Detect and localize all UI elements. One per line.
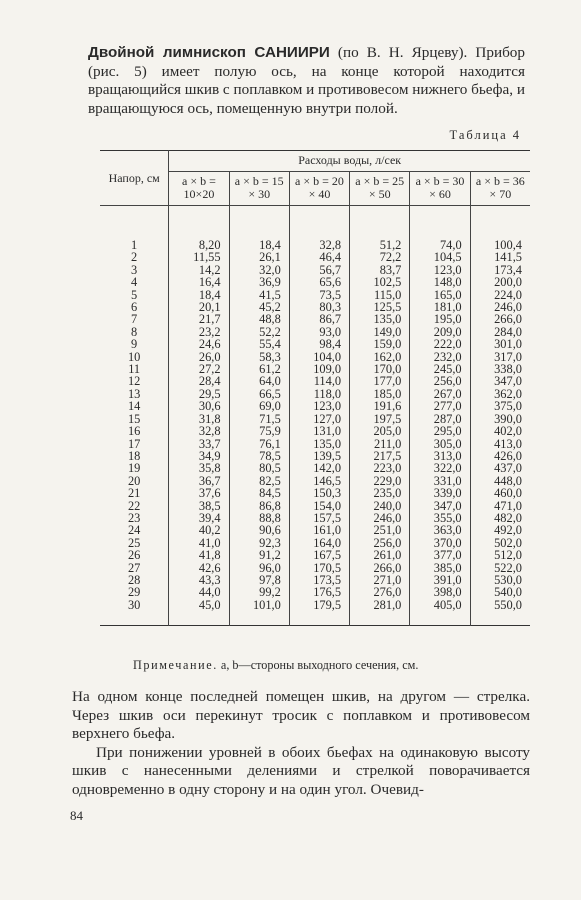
table-row xyxy=(100,425,530,437)
table-row xyxy=(100,549,530,561)
flow-cell: 41,8 xyxy=(169,549,229,561)
flow-cell: 55,4 xyxy=(229,338,289,350)
flow-cell: 217,5 xyxy=(350,450,410,462)
flow-cell: 26,1 xyxy=(229,251,289,263)
table-row xyxy=(100,251,530,263)
flow-cell: 34,9 xyxy=(169,450,229,462)
flow-cell: 65,6 xyxy=(289,276,349,288)
flow-cell: 229,0 xyxy=(350,475,410,487)
flow-cell: 266,0 xyxy=(494,312,522,327)
table-row xyxy=(100,301,530,313)
flow-cell: 170,0 xyxy=(350,363,410,375)
flow-cell: 36,9 xyxy=(229,276,289,288)
flow-cell: 33,7 xyxy=(169,438,229,450)
flow-cell: 370,0 xyxy=(410,537,470,549)
flow-cell: 313,0 xyxy=(410,450,470,462)
flow-cell: 11,55 xyxy=(169,251,229,263)
section-heading: Двойной лимнископ САНИИРИ xyxy=(88,44,330,61)
flow-cell: 142,0 xyxy=(289,462,349,474)
flow-cell: 93,0 xyxy=(289,326,349,338)
flow-cell: 139,5 xyxy=(289,450,349,462)
flow-cell: 240,0 xyxy=(350,500,410,512)
flow-cell: 224,0 xyxy=(494,287,522,302)
napor-cell: 30 xyxy=(100,599,169,626)
flow-cell: 235,0 xyxy=(350,487,410,499)
napor-cell: 21 xyxy=(100,487,169,499)
napor-cell: 28 xyxy=(100,574,169,586)
column-header: a × b = 25 × 50 xyxy=(350,172,410,206)
column-header: a × b = 15 × 30 xyxy=(229,172,289,206)
table-note xyxy=(133,658,418,673)
flow-cell: 261,0 xyxy=(350,549,410,561)
flow-cell: 167,5 xyxy=(289,549,349,561)
flow-cell: 267,0 xyxy=(410,388,470,400)
column-header: a × b = 10×20 xyxy=(169,172,229,206)
napor-cell: 15 xyxy=(100,413,169,425)
flow-cell: 251,0 xyxy=(350,524,410,536)
flow-cell: 58,3 xyxy=(229,351,289,363)
page-number: 84 xyxy=(70,808,83,823)
flow-cell: 222,0 xyxy=(410,338,470,350)
column-header: a × b = 20 × 40 xyxy=(289,172,349,206)
flow-cell: 338,0 xyxy=(494,362,522,377)
flow-cell: 61,2 xyxy=(229,363,289,375)
flow-group-header: Расходы воды, л/сек xyxy=(169,151,530,172)
flow-cell: 246,0 xyxy=(350,512,410,524)
flow-cell: 197,5 xyxy=(350,413,410,425)
flow-cell: 141,5 xyxy=(494,250,522,265)
flow-cell: 492,0 xyxy=(494,523,522,538)
table-row xyxy=(100,586,530,598)
flow-cell: 37,6 xyxy=(169,487,229,499)
flow-cell: 522,0 xyxy=(494,560,522,575)
flow-cell: 98,4 xyxy=(289,338,349,350)
flow-cell: 74,0 xyxy=(410,206,470,252)
napor-cell: 5 xyxy=(100,289,169,301)
flow-cell: 114,0 xyxy=(289,375,349,387)
flow-cell: 173,5 xyxy=(289,574,349,586)
napor-cell: 8 xyxy=(100,326,169,338)
flow-cell: 101,0 xyxy=(229,599,289,626)
flow-cell: 413,0 xyxy=(494,436,522,451)
body-text xyxy=(72,688,530,799)
table-row xyxy=(100,400,530,412)
flow-cell: 69,0 xyxy=(229,400,289,412)
table-row xyxy=(100,276,530,288)
flow-cell: 339,0 xyxy=(410,487,470,499)
table-row xyxy=(100,524,530,536)
flow-cell: 284,0 xyxy=(494,324,522,339)
table-row xyxy=(100,487,530,499)
flow-cell: 355,0 xyxy=(410,512,470,524)
flow-cell: 21,7 xyxy=(169,313,229,325)
flow-cell: 64,0 xyxy=(229,375,289,387)
flow-cell: 150,3 xyxy=(289,487,349,499)
flow-cell: 159,0 xyxy=(350,338,410,350)
flow-cell: 271,0 xyxy=(350,574,410,586)
flow-cell: 362,0 xyxy=(494,386,522,401)
flow-cell: 391,0 xyxy=(410,574,470,586)
napor-cell: 12 xyxy=(100,375,169,387)
flow-cell: 530,0 xyxy=(494,572,522,587)
napor-cell: 13 xyxy=(100,388,169,400)
napor-cell: 6 xyxy=(100,301,169,313)
flow-cell: 287,0 xyxy=(410,413,470,425)
flow-cell: 14,2 xyxy=(169,264,229,276)
napor-cell: 2 xyxy=(100,251,169,263)
flow-cell: 550,0 xyxy=(494,597,522,612)
flow-cell: 24,6 xyxy=(169,338,229,350)
flow-cell: 45,2 xyxy=(229,301,289,313)
flow-cell: 73,5 xyxy=(289,289,349,301)
intro-text: (по В. Н. Ярцеву). Прибор (рис. 5) имеет полую ось, на конце которой находится вращающийся шкив с поплавком и противовесом нижнего бьефа, и вращающуюся ось, помещенную внутри полой. xyxy=(88,44,525,117)
napor-cell: 22 xyxy=(100,500,169,512)
flow-cell: 72,2 xyxy=(350,251,410,263)
flow-cell: 76,1 xyxy=(229,438,289,450)
flow-cell: 185,0 xyxy=(350,388,410,400)
flow-cell: 32,0 xyxy=(229,264,289,276)
flow-cell: 20,1 xyxy=(169,301,229,313)
table-row xyxy=(100,462,530,474)
flow-cell: 86,7 xyxy=(289,313,349,325)
flow-cell: 75,9 xyxy=(229,425,289,437)
flow-cell: 200,0 xyxy=(494,275,522,290)
napor-cell: 11 xyxy=(100,363,169,375)
flow-cell: 135,0 xyxy=(289,438,349,450)
flow-cell: 80,5 xyxy=(229,462,289,474)
flow-cell: 131,0 xyxy=(289,425,349,437)
napor-cell: 16 xyxy=(100,425,169,437)
flow-cell: 426,0 xyxy=(494,448,522,463)
table-row xyxy=(100,313,530,325)
flow-cell: 109,0 xyxy=(289,363,349,375)
table-body xyxy=(100,206,530,626)
flow-cell: 78,5 xyxy=(229,450,289,462)
flow-cell: 28,4 xyxy=(169,375,229,387)
flow-cell: 125,5 xyxy=(350,301,410,313)
column-header: a × b = 30 × 60 xyxy=(410,172,470,206)
flow-cell: 90,6 xyxy=(229,524,289,536)
flow-cell: 161,0 xyxy=(289,524,349,536)
napor-cell: 9 xyxy=(100,338,169,350)
flow-cell: 173,4 xyxy=(494,262,522,277)
flow-cell: 181,0 xyxy=(410,301,470,313)
table-row xyxy=(100,599,530,626)
flow-cell: 99,2 xyxy=(229,586,289,598)
flow-cell: 23,2 xyxy=(169,326,229,338)
flow-cell: 375,0 xyxy=(494,399,522,414)
flow-cell: 402,0 xyxy=(494,424,522,439)
flow-cell: 191,6 xyxy=(350,400,410,412)
napor-cell: 18 xyxy=(100,450,169,462)
napor-cell: 10 xyxy=(100,351,169,363)
note-label: Примечание. xyxy=(133,658,218,672)
napor-cell: 19 xyxy=(100,462,169,474)
flow-cell: 177,0 xyxy=(350,375,410,387)
table-row xyxy=(100,289,530,301)
napor-cell: 24 xyxy=(100,524,169,536)
flow-cell: 162,0 xyxy=(350,351,410,363)
flow-cell: 41,0 xyxy=(169,537,229,549)
flow-cell: 83,7 xyxy=(350,264,410,276)
flow-cell: 115,0 xyxy=(350,289,410,301)
flow-cell: 146,5 xyxy=(289,475,349,487)
flow-cell: 460,0 xyxy=(494,486,522,501)
table-row xyxy=(100,338,530,350)
flow-cell: 71,5 xyxy=(229,413,289,425)
flow-cell: 385,0 xyxy=(410,562,470,574)
flow-cell: 405,0 xyxy=(410,599,470,626)
flow-cell: 256,0 xyxy=(350,537,410,549)
flow-cell: 30,6 xyxy=(169,400,229,412)
flow-cell: 295,0 xyxy=(410,425,470,437)
flow-cell: 148,0 xyxy=(410,276,470,288)
flow-cell: 157,5 xyxy=(289,512,349,524)
flow-cell: 301,0 xyxy=(494,337,522,352)
napor-header: Напор, см xyxy=(100,151,169,206)
flow-cell: 205,0 xyxy=(350,425,410,437)
table-row xyxy=(100,375,530,387)
flow-cell: 232,0 xyxy=(410,351,470,363)
flow-cell: 97,8 xyxy=(229,574,289,586)
flow-cell: 276,0 xyxy=(350,586,410,598)
flow-cell: 437,0 xyxy=(494,461,522,476)
flow-cell: 305,0 xyxy=(410,438,470,450)
flow-cell: 84,5 xyxy=(229,487,289,499)
flow-cell: 179,5 xyxy=(289,599,349,626)
flow-cell: 176,5 xyxy=(289,586,349,598)
flow-cell: 8,20 xyxy=(169,206,229,252)
flow-cell: 195,0 xyxy=(410,313,470,325)
flow-cell: 266,0 xyxy=(350,562,410,574)
napor-cell: 7 xyxy=(100,313,169,325)
napor-cell: 23 xyxy=(100,512,169,524)
napor-cell: 26 xyxy=(100,549,169,561)
flow-cell: 41,5 xyxy=(229,289,289,301)
flow-cell: 390,0 xyxy=(494,411,522,426)
flow-cell: 149,0 xyxy=(350,326,410,338)
napor-cell: 25 xyxy=(100,537,169,549)
flow-cell: 277,0 xyxy=(410,400,470,412)
note-text: a, b—стороны выходного сечения, см. xyxy=(220,658,419,672)
flow-cell: 40,2 xyxy=(169,524,229,536)
flow-cell: 43,3 xyxy=(169,574,229,586)
flow-cell: 32,8 xyxy=(169,425,229,437)
flow-cell: 118,0 xyxy=(289,388,349,400)
flow-cell: 377,0 xyxy=(410,549,470,561)
flow-cell: 102,5 xyxy=(350,276,410,288)
flow-cell: 31,8 xyxy=(169,413,229,425)
flow-cell: 91,2 xyxy=(229,549,289,561)
flow-cell: 45,0 xyxy=(169,599,229,626)
flow-cell: 482,0 xyxy=(494,510,522,525)
flow-cell: 48,8 xyxy=(229,313,289,325)
napor-cell: 3 xyxy=(100,264,169,276)
table-row xyxy=(100,326,530,338)
flow-cell: 245,0 xyxy=(410,363,470,375)
flow-cell: 246,0 xyxy=(494,300,522,315)
flow-cell: 29,5 xyxy=(169,388,229,400)
flow-cell: 170,5 xyxy=(289,562,349,574)
napor-cell: 14 xyxy=(100,400,169,412)
flow-cell: 123,0 xyxy=(289,400,349,412)
flow-cell: 281,0 xyxy=(350,599,410,626)
flow-cell: 27,2 xyxy=(169,363,229,375)
flow-cell: 211,0 xyxy=(350,438,410,450)
flow-cell: 164,0 xyxy=(289,537,349,549)
flow-cell: 16,4 xyxy=(169,276,229,288)
flow-cell: 104,0 xyxy=(289,351,349,363)
flow-cell: 154,0 xyxy=(289,500,349,512)
body-paragraph-1: На одном конце последней помещен шкив, на другом — стрелка. Через шкив оси перекинут тросик с поплавком и противовесом верхнего бьефа. xyxy=(72,688,530,742)
intro-paragraph xyxy=(88,44,525,118)
flow-cell: 96,0 xyxy=(229,562,289,574)
body-paragraph-2: При понижении уровней в обоих бьефах на одинаковую высоту шкив с нанесенными делениями и стрелкой поворачивается одновременно в одну сторону и на один угол. Очевид- xyxy=(72,743,530,798)
flow-cell: 127,0 xyxy=(289,413,349,425)
flow-cell: 100,4 xyxy=(494,238,522,252)
flow-cell: 46,4 xyxy=(289,251,349,263)
flow-cell: 44,0 xyxy=(169,586,229,598)
flow-cell: 322,0 xyxy=(410,462,470,474)
flow-cell: 86,8 xyxy=(229,500,289,512)
flow-cell: 56,7 xyxy=(289,264,349,276)
flow-cell: 36,7 xyxy=(169,475,229,487)
flow-cell: 512,0 xyxy=(494,548,522,563)
flow-cell: 471,0 xyxy=(494,498,522,513)
flow-cell: 223,0 xyxy=(350,462,410,474)
flow-cell: 42,6 xyxy=(169,562,229,574)
flow-cell: 18,4 xyxy=(169,289,229,301)
flow-rate-table xyxy=(100,150,530,626)
flow-cell: 123,0 xyxy=(410,264,470,276)
flow-cell: 51,2 xyxy=(350,206,410,252)
flow-cell: 540,0 xyxy=(494,585,522,600)
flow-cell: 66,5 xyxy=(229,388,289,400)
flow-cell: 52,2 xyxy=(229,326,289,338)
flow-cell: 35,8 xyxy=(169,462,229,474)
napor-cell: 27 xyxy=(100,562,169,574)
table-caption: Таблица 4 xyxy=(449,128,521,142)
flow-cell: 88,8 xyxy=(229,512,289,524)
flow-cell: 82,5 xyxy=(229,475,289,487)
flow-cell: 38,5 xyxy=(169,500,229,512)
flow-cell: 39,4 xyxy=(169,512,229,524)
flow-cell: 331,0 xyxy=(410,475,470,487)
flow-cell: 92,3 xyxy=(229,537,289,549)
flow-cell: 347,0 xyxy=(494,374,522,389)
napor-cell: 17 xyxy=(100,438,169,450)
flow-cell: 80,3 xyxy=(289,301,349,313)
flow-cell: 104,5 xyxy=(410,251,470,263)
table-row xyxy=(100,264,530,276)
flow-cell: 347,0 xyxy=(410,500,470,512)
napor-cell: 1 xyxy=(100,206,169,252)
flow-cell: 135,0 xyxy=(350,313,410,325)
flow-cell: 32,8 xyxy=(289,206,349,252)
flow-cell: 398,0 xyxy=(410,586,470,598)
column-header: a × b = 36 × 70 xyxy=(470,172,530,206)
table-row xyxy=(100,206,530,252)
flow-cell: 256,0 xyxy=(410,375,470,387)
flow-cell: 363,0 xyxy=(410,524,470,536)
napor-cell: 4 xyxy=(100,276,169,288)
napor-cell: 20 xyxy=(100,475,169,487)
flow-cell: 18,4 xyxy=(229,206,289,252)
napor-cell: 29 xyxy=(100,586,169,598)
flow-cell: 317,0 xyxy=(494,349,522,364)
flow-table-wrapper xyxy=(100,150,530,626)
flow-cell: 502,0 xyxy=(494,535,522,550)
flow-cell: 26,0 xyxy=(169,351,229,363)
flow-cell: 448,0 xyxy=(494,473,522,488)
flow-cell: 165,0 xyxy=(410,289,470,301)
flow-cell: 209,0 xyxy=(410,326,470,338)
